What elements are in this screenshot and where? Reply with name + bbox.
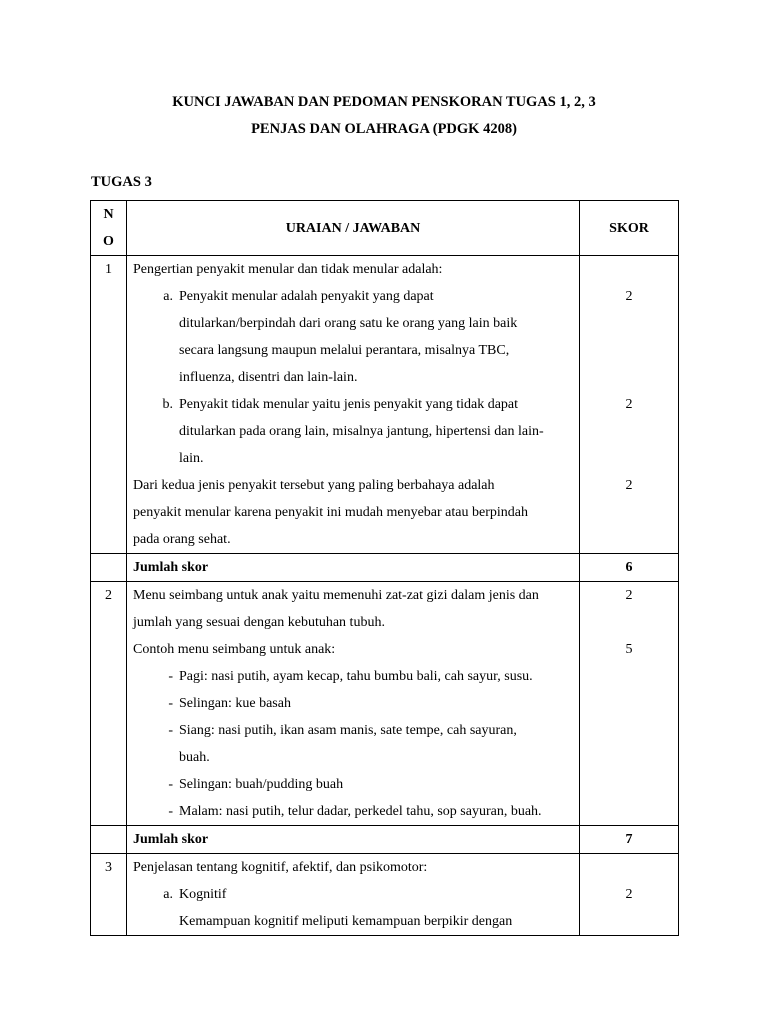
list-marker: b. xyxy=(162,397,173,412)
answer-cell xyxy=(127,582,580,826)
sum-label: Jumlah skor xyxy=(127,554,580,582)
list-marker: a. xyxy=(163,887,173,902)
answer-line: Kognitif xyxy=(179,887,227,902)
sum-empty xyxy=(91,826,127,854)
table-row xyxy=(91,582,679,826)
answer-cell xyxy=(127,256,580,554)
answer-line: Selingan: buah/pudding buah xyxy=(179,777,344,792)
answer-line: Penyakit menular adalah penyakit yang dapat xyxy=(179,289,434,304)
answer-line: Siang: nasi putih, ikan asam manis, sate tempe, cah sayuran, xyxy=(179,723,517,738)
list-item xyxy=(133,283,573,391)
header-skor: SKOR xyxy=(580,201,679,256)
table-row xyxy=(91,256,679,554)
answer-line: Dari kedua jenis penyakit tersebut yang paling berbahaya adalah xyxy=(133,478,495,493)
answer-line: Selingan: kue basah xyxy=(179,696,291,711)
score-value: 5 xyxy=(625,642,633,657)
table-header-row xyxy=(91,201,679,256)
answer-line: Contoh menu seimbang untuk anak: xyxy=(133,642,336,657)
header-uraian: URAIAN / JAWABAN xyxy=(127,201,580,256)
score-cell xyxy=(580,854,679,936)
answer-cell xyxy=(127,854,580,936)
header-no-line2: O xyxy=(103,234,114,249)
answer-line: Penyakit tidak menular yaitu jenis penyakit yang tidak dapat xyxy=(179,397,519,412)
answer-line: Malam: nasi putih, telur dadar, perkedel tahu, sop sayuran, buah. xyxy=(179,804,542,819)
sum-value: 6 xyxy=(580,554,679,582)
answer-line: penyakit menular karena penyakit ini mudah menyebar atau berpindah xyxy=(133,505,528,520)
header-no-line1: N xyxy=(103,207,114,222)
sum-row xyxy=(91,826,679,854)
list-item xyxy=(133,717,573,771)
section-label: TUGAS 3 xyxy=(91,174,152,190)
list-dash: - xyxy=(168,777,173,792)
list-item xyxy=(133,663,573,690)
list-item xyxy=(133,771,573,798)
header-no xyxy=(91,201,127,256)
list-dash: - xyxy=(168,669,173,684)
answer-line: Pagi: nasi putih, ayam kecap, tahu bumbu bali, cah sayur, susu. xyxy=(179,669,533,684)
score-cell xyxy=(580,256,679,554)
document-title: KUNCI JAWABAN DAN PEDOMAN PENSKORAN TUGAS 1, 2, 3 xyxy=(172,94,596,110)
list-item xyxy=(133,798,573,825)
list-marker: a. xyxy=(163,289,173,304)
score-cell xyxy=(580,582,679,826)
sum-label: Jumlah skor xyxy=(127,826,580,854)
answer-intro: Penjelasan tentang kognitif, afektif, dan psikomotor: xyxy=(133,860,428,875)
answer-line: Kemampuan kognitif meliputi kemampuan berpikir dengan xyxy=(179,914,513,929)
score-value: 2 xyxy=(625,478,633,493)
row-number: 3 xyxy=(91,854,127,936)
answer-line: lain. xyxy=(179,451,204,466)
sum-empty xyxy=(91,554,127,582)
list-dash: - xyxy=(168,723,173,738)
answer-line: buah. xyxy=(179,750,210,765)
row-number: 2 xyxy=(91,582,127,826)
list-item xyxy=(133,690,573,717)
answer-line: Menu seimbang untuk anak yaitu memenuhi zat-zat gizi dalam jenis dan xyxy=(133,588,539,603)
answer-line: secara langsung maupun melalui perantara, misalnya TBC, xyxy=(179,343,510,358)
answer-line: pada orang sehat. xyxy=(133,532,231,547)
answer-line: jumlah yang sesuai dengan kebutuhan tubuh. xyxy=(133,615,385,630)
table-row xyxy=(91,854,679,936)
answer-line: influenza, disentri dan lain-lain. xyxy=(179,370,358,385)
score-value: 2 xyxy=(625,397,633,412)
list-dash: - xyxy=(168,696,173,711)
list-dash: - xyxy=(168,804,173,819)
answer-line: ditularkan/berpindah dari orang satu ke orang yang lain baik xyxy=(179,316,518,331)
score-value: 2 xyxy=(625,887,633,902)
answer-line: ditularkan pada orang lain, misalnya jantung, hipertensi dan lain- xyxy=(179,424,544,439)
answer-key-table xyxy=(90,200,679,936)
row-number: 1 xyxy=(91,256,127,554)
score-value: 2 xyxy=(625,289,633,304)
document-subtitle: PENJAS DAN OLAHRAGA (PDGK 4208) xyxy=(251,121,517,137)
sum-row xyxy=(91,554,679,582)
sum-value: 7 xyxy=(580,826,679,854)
list-item xyxy=(133,881,573,935)
list-item xyxy=(133,391,573,472)
score-value: 2 xyxy=(625,588,633,603)
answer-intro: Pengertian penyakit menular dan tidak menular adalah: xyxy=(133,262,443,277)
